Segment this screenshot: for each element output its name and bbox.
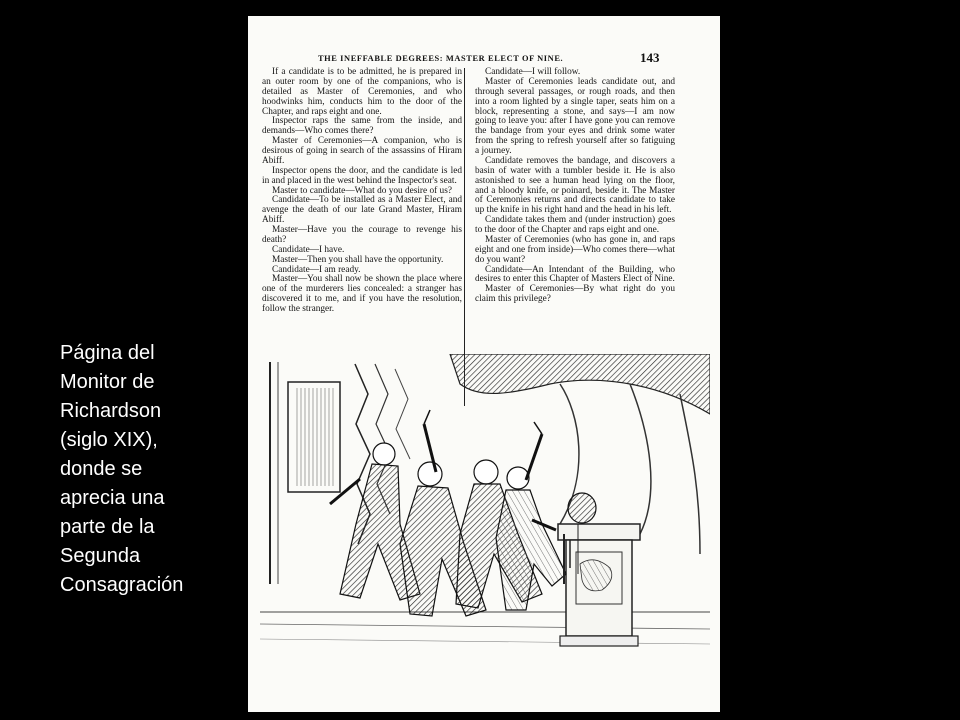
paragraph: Master—Then you shall have the opportunity. [272,254,444,265]
pedestal-top [558,524,640,540]
curtain-right [450,354,710,414]
paragraph: Master of Ceremonies (who has gone in, and raps eight and one from inside)—Who comes there—what do you want? [475,234,675,265]
running-head: THE INEFFABLE DEGREES: MASTER ELECT OF NINE. [318,54,564,63]
paragraph: Candidate—An Intendant of the Building, who desires to enter this Chapter of Masters Elect of Nine. [475,264,675,285]
paragraph: Master of Ceremonies—By what right do you claim this privilege? [475,284,675,305]
text-column-left [262,68,462,315]
text-column-right [475,68,675,305]
paragraph: Inspector raps the same from the inside, and demands—Who comes there? [262,116,462,137]
slide-caption: Página del Monitor de Richardson (siglo XIX), donde se aprecia una parte de la Segunda Consagración [60,342,184,596]
figures-group [330,410,566,616]
paragraph: Master—Have you the courage to revenge his death? [262,225,462,245]
paragraph: Master to candidate—What do you desire of us? [272,185,452,196]
paragraph: Candidate—I will follow. [485,67,581,77]
severed-head [568,493,596,523]
paragraph: Candidate removes the bandage, and discovers a basin of water with a tumbler beside it. He is also astonished to see a human head lying on the floor, and a bloody knife, or poinard, beside it. The Master of Ceremonies returns and directs candidate to take up the knife in his right hand and the head in his left. [475,155,675,216]
paragraph: Inspector opens the door, and the candidate is led in and placed in the west behind the Inspector's seat. [262,165,462,186]
paragraph: Master—You shall now be shown the place where one of the murderers lies concealed: a stranger has discovered it to me, and if you have the resolution, follow the stranger. [262,274,462,314]
paragraph: Master of Ceremonies leads candidate out, and through several passages, or rough roads, and then into a room lighted by a single taper, seats him on a block, representing a stone, and says—I am now going to leave you: after I have gone you can remove the bandage from your eyes and drink some water from the spring to refresh yourself after so fatiguing a journey. [475,76,675,156]
paragraph: If a candidate is to be admitted, he is prepared in an outer room by one of the companions, who is detailed as Master of Ceremonies, and who hoodwinks him, conducts him to the door of the Chapter, and raps eight and one. [262,67,462,117]
paragraph: Candidate—I am ready. [272,264,361,275]
book-page-scan [248,16,720,712]
page-number: 143 [640,50,660,65]
paragraph: Candidate—I have. [272,244,345,255]
paragraph: Master of Ceremonies—A companion, who is desirous of going in search of the assassins of Hiram Abiff. [262,136,462,166]
paragraph: Candidate—To be installed as a Master Elect, and avenge the death of our late Grand Master, Hiram Abiff. [262,195,462,226]
engraving-illustration [260,354,710,654]
paragraph: Candidate takes them and (under instruction) goes to the door of the Chapter and raps eight and one. [475,215,675,235]
